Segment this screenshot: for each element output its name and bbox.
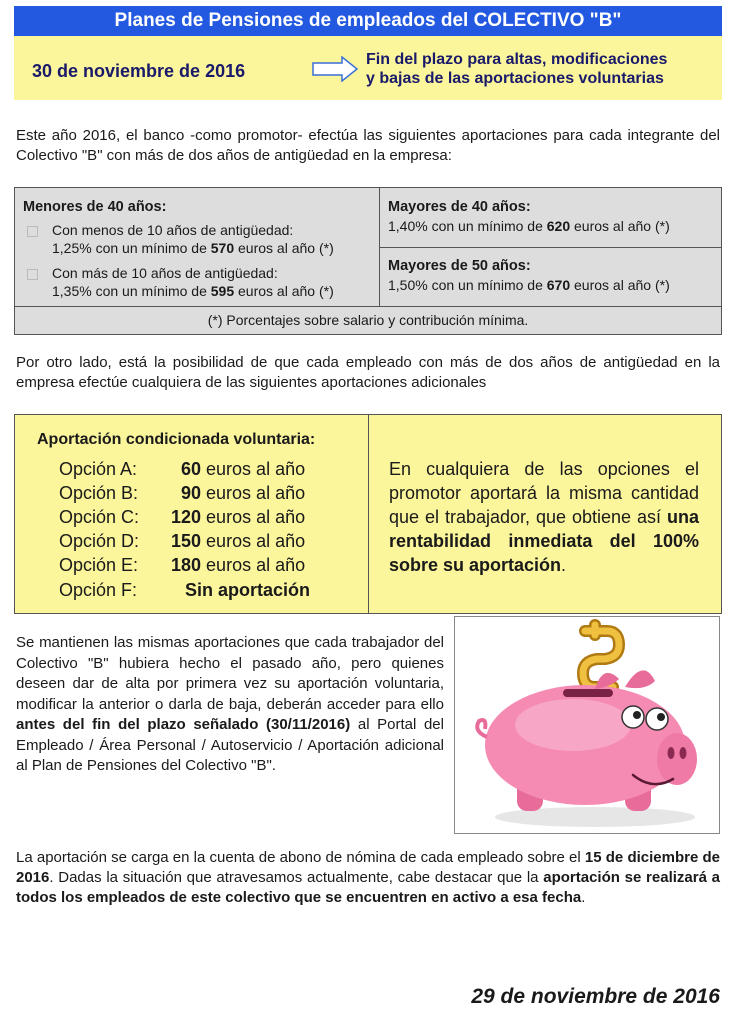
over-50-pre: 1,50% con un mínimo de — [388, 277, 547, 293]
over-50-post: euros al año (*) — [570, 277, 670, 293]
under-40-cell — [15, 188, 380, 306]
over-40-post: euros al año (*) — [570, 218, 670, 234]
option-label: Opción F: — [59, 580, 138, 600]
payment-paragraph — [16, 848, 720, 908]
voluntary-options-box — [14, 414, 722, 614]
note-highlight: una rentabilidad inmediata del 100% sobre su aportación — [389, 507, 699, 575]
page-title: Planes de Pensiones de empleados del COLECTIVO "B" — [14, 6, 722, 36]
option-amount: 90 — [181, 483, 202, 503]
options-divider — [368, 415, 369, 613]
options-title: Aportación condicionada voluntaria: — [37, 431, 316, 448]
deadline-banner — [14, 36, 722, 100]
option-value — [181, 459, 305, 480]
option-value — [185, 580, 310, 601]
over-50-detail — [388, 276, 670, 294]
option-amount: 120 — [171, 507, 202, 527]
item-2-pre: 1,35% con un mínimo de — [52, 283, 211, 299]
item-1-post: euros al año (*) — [234, 240, 334, 256]
additional-contributions-paragraph: Por otro lado, está la posibilidad de que cada empleado con más de dos años de antigüedad en la empresa efectúe cualquiera de las siguientes aportaciones adicionales — [16, 354, 720, 391]
option-amount: 180 — [171, 555, 202, 575]
option-amount: Sin aportación — [185, 580, 311, 600]
over-50-cell — [380, 248, 721, 306]
over-40-pre: 1,40% con un mínimo de — [388, 218, 547, 234]
deadline-description — [366, 50, 667, 88]
bullet-icon — [27, 269, 38, 280]
option-label: Opción D: — [59, 531, 140, 551]
option-unit: euros al año — [201, 531, 306, 551]
option-value — [181, 483, 305, 504]
piggy-bank-image — [454, 616, 720, 834]
over-40-amount: 620 — [546, 218, 571, 234]
intro-paragraph: Este año 2016, el banco -como promotor- efectúa las siguientes aportaciones para cada integrante del Colectivo "B" con más de dos años de antigüedad en la empresa: — [16, 127, 720, 164]
publication-date: 29 de noviembre de 2016 — [471, 985, 720, 1008]
table-footnote: (*) Porcentajes sobre salario y contribución mínima. — [15, 306, 721, 334]
payment-text: La aportación se carga en la cuenta de abono de nómina de cada empleado sobre el — [16, 849, 585, 866]
option-unit: euros al año — [201, 555, 306, 575]
deadline-date: 30 de noviembre de 2016 — [32, 61, 246, 81]
over-40-cell — [380, 188, 721, 248]
item-2-post: euros al año (*) — [234, 283, 334, 299]
option-unit: euros al año — [201, 483, 306, 503]
item-1-pre: 1,25% con un mínimo de — [52, 240, 211, 256]
procedure-paragraph — [16, 633, 444, 777]
option-value — [171, 531, 305, 552]
procedure-path: al Portal del Empleado / Área Personal / Autoservicio / Aportación adicional al Plan de Pensiones del Colectivo "B". — [16, 716, 444, 774]
item-1-amount: 570 — [210, 240, 235, 256]
piggy-bank-icon — [455, 617, 719, 833]
option-value — [171, 507, 305, 528]
over-50-heading: Mayores de 50 años: — [388, 258, 531, 274]
option-value — [171, 555, 305, 576]
option-unit: euros al año — [201, 507, 306, 527]
over-40-heading: Mayores de 40 años: — [388, 199, 531, 215]
right-arrow-icon — [312, 56, 358, 82]
payment-text-mid: . Dadas la situación que atravesamos actualmente, cabe destacar que la — [49, 869, 544, 886]
over-40-detail — [388, 217, 670, 235]
item-2-amount: 595 — [210, 283, 235, 299]
deadline-line-1: Fin del plazo para altas, modificaciones — [366, 51, 668, 68]
option-amount: 60 — [181, 459, 202, 479]
bullet-icon — [27, 226, 38, 237]
procedure-deadline: antes del fin del plazo señalado (30/11/2016) — [16, 716, 351, 733]
deadline-line-2: y bajas de las aportaciones voluntarias — [366, 70, 664, 87]
under-40-heading: Menores de 40 años: — [23, 199, 167, 215]
note-text: En cualquiera de las opciones el promotor aportará la misma cantidad que el trabajador, que obtiene así — [389, 459, 699, 527]
payment-date: 15 de diciembre de 2016 — [16, 849, 720, 886]
option-label: Opción B: — [59, 483, 139, 503]
payment-text-end: . — [581, 889, 586, 906]
payment-highlight: aportación se realizará a todos los empleados de este colectivo que se encuentren en activo a esa fecha — [16, 869, 720, 906]
under-40-item-1 — [27, 221, 334, 257]
under-40-item-2 — [27, 264, 334, 300]
option-label: Opción E: — [59, 555, 139, 575]
contributions-table — [14, 187, 722, 335]
option-label: Opción C: — [59, 507, 140, 527]
over-50-amount: 670 — [546, 277, 571, 293]
item-2-condition: Con más de 10 años de antigüedad: — [52, 265, 278, 281]
note-end: . — [561, 555, 567, 575]
option-unit: euros al año — [201, 459, 306, 479]
option-label: Opción A: — [59, 459, 138, 479]
options-note — [389, 457, 699, 577]
item-1-condition: Con menos de 10 años de antigüedad: — [52, 222, 294, 238]
option-amount: 150 — [171, 531, 202, 551]
procedure-text: Se mantienen las mismas aportaciones que cada trabajador del Colectivo "B" hubiera hecho el pasado año, pero quienes deseen dar de alta por primera vez su aportación voluntaria, modificar la anterior o darla de baja, deberán acceder para ello — [16, 634, 444, 713]
